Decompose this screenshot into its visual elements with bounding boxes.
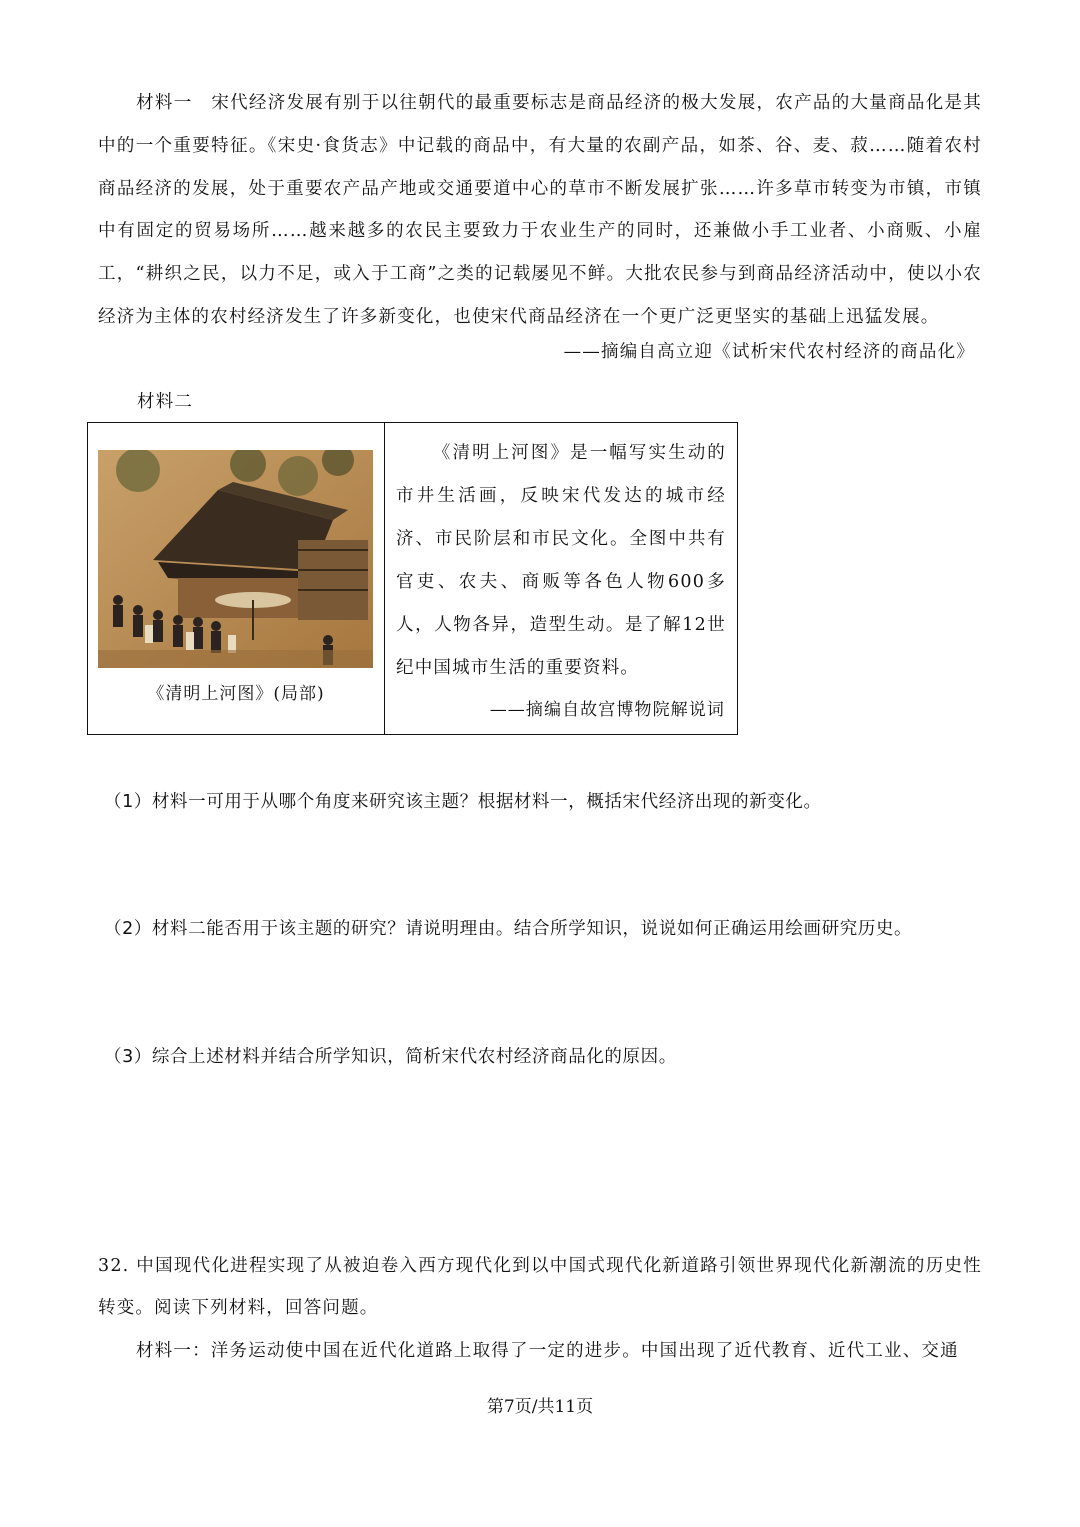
material2-source: ——摘编自故宫博物院解说词 [489,700,725,720]
table-divider [384,423,385,734]
material1-text: 宋代经济发展有别于以往朝代的最重要标志是商品经济的极大发展，农产品的大量商品化是其中的一个重要特征。《宋史·食货志》中记载的商品中，有大量的农副产品，如茶、谷、麦、菽……随着农村商品经济的发展，处于重要农产品产地或交通要道中心的草市不断发展扩张……许多草市转变为市镇，市镇中有固定的贸易场所……越来越多的农民主要致力于农业生产的同时，还兼做小手工业者、小商贩、小雇工，“耕织之民，以力不足，或入于工商”之类的记载屡见不鲜。大批农民参与到商品经济活动中，使以小农经济为主体的农村经济发生了许多新变化，也使宋代商品经济在一个更广泛更坚实的基础上迅猛发展。 [98,93,982,327]
question-2: （2）材料二能否用于该主题的研究？请说明理由。结合所学知识，说说如何正确运用绘画研究历史。 [104,919,913,939]
painting-caption: 《清明上河图》(局部) [147,684,325,704]
material1-paragraph [98,82,982,339]
painting-illustration [98,450,373,668]
qingming-painting-image [98,450,373,668]
material2-text: 《清明上河图》是一幅写实生动的市井生活画，反映宋代发达的城市经济、市民阶层和市民文化。全图中共有官吏、农夫、商贩等各色人物600多人，人物各异，造型生动。是了解12世纪中国城市生活的重要资料。 [396,443,726,678]
material1-source: ——摘编自高立迎《试析宋代农村经济的商品化》 [563,342,975,362]
material1-label: 材料一 [136,93,193,113]
question-1: （1）材料一可用于从哪个角度来研究该主题？根据材料一，概括宋代经济出现的新变化。 [104,792,822,812]
q32-material1-text: 材料一：洋务运动使中国在近代化道路上取得了一定的进步。中国出现了近代教育、近代工业、交通 [136,1341,959,1361]
question-3: （3）综合上述材料并结合所学知识，简析宋代农村经济商品化的原因。 [104,1047,677,1067]
q32-material1-paragraph [98,1330,982,1373]
q32-intro: 32. 中国现代化进程实现了从被迫卷入西方现代化到以中国式现代化新道路引领世界现代化新潮流的历史性转变。阅读下列材料，回答问题。 [98,1256,982,1318]
material2-table [87,422,738,735]
page-number-footer: 第7页/共11页 [486,1397,594,1417]
material2-paragraph [396,432,726,690]
material2-label: 材料二 [137,392,194,412]
